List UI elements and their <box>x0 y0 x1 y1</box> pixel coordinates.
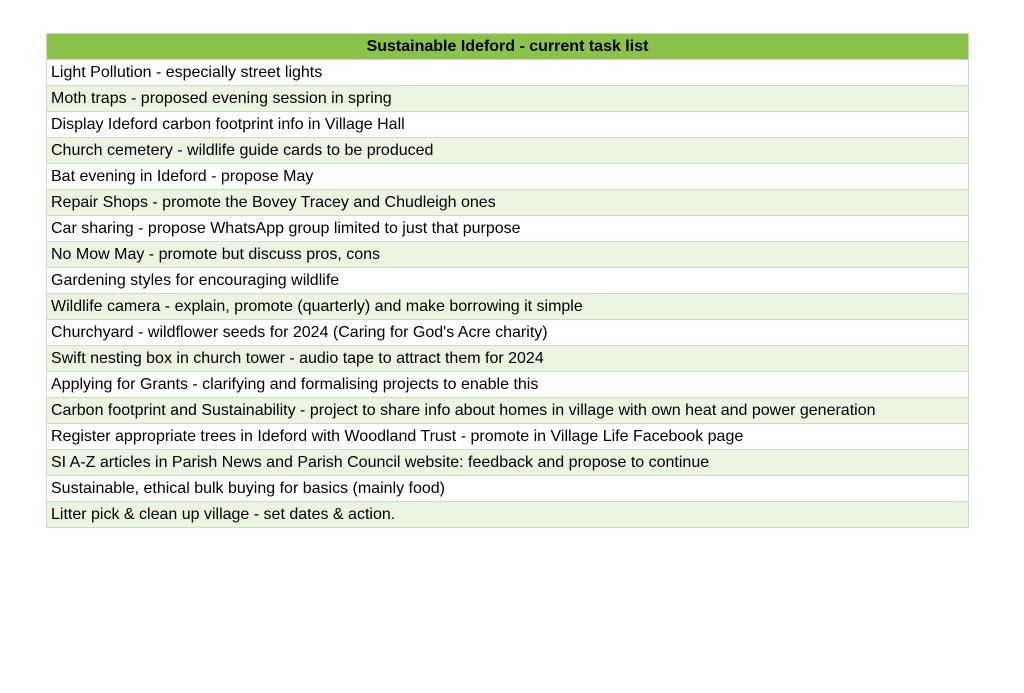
task-cell: Bat evening in Ideford - propose May <box>47 164 969 190</box>
task-cell: Register appropriate trees in Ideford with Woodland Trust - promote in Village Life Facebook page <box>47 424 969 450</box>
table-row <box>47 502 969 528</box>
table-row <box>47 372 969 398</box>
task-cell: Moth traps - proposed evening session in spring <box>47 86 969 112</box>
table-row <box>47 476 969 502</box>
task-list-table <box>46 33 969 528</box>
task-cell: Applying for Grants - clarifying and formalising projects to enable this <box>47 372 969 398</box>
table-row <box>47 216 969 242</box>
header-row <box>47 34 969 60</box>
table-row <box>47 164 969 190</box>
task-cell: Swift nesting box in church tower - audio tape to attract them for 2024 <box>47 346 969 372</box>
task-cell: Litter pick & clean up village - set dates & action. <box>47 502 969 528</box>
task-cell: Sustainable, ethical bulk buying for basics (mainly food) <box>47 476 969 502</box>
task-cell: No Mow May - promote but discuss pros, cons <box>47 242 969 268</box>
table-row <box>47 450 969 476</box>
task-cell: Church cemetery - wildlife guide cards to be produced <box>47 138 969 164</box>
task-cell: SI A-Z articles in Parish News and Parish Council website: feedback and propose to continue <box>47 450 969 476</box>
task-cell: Carbon footprint and Sustainability - project to share info about homes in village with own heat and power generation <box>47 398 969 424</box>
task-cell: Gardening styles for encouraging wildlife <box>47 268 969 294</box>
table-row <box>47 294 969 320</box>
table-row <box>47 398 969 424</box>
task-cell: Car sharing - propose WhatsApp group limited to just that purpose <box>47 216 969 242</box>
table-row <box>47 424 969 450</box>
table-row <box>47 112 969 138</box>
task-cell: Wildlife camera - explain, promote (quarterly) and make borrowing it simple <box>47 294 969 320</box>
table-row <box>47 190 969 216</box>
table-row <box>47 86 969 112</box>
task-cell: Light Pollution - especially street lights <box>47 60 969 86</box>
table-title: Sustainable Ideford - current task list <box>47 34 969 60</box>
task-cell: Repair Shops - promote the Bovey Tracey and Chudleigh ones <box>47 190 969 216</box>
task-cell: Display Ideford carbon footprint info in Village Hall <box>47 112 969 138</box>
task-cell: Churchyard - wildflower seeds for 2024 (Caring for God's Acre charity) <box>47 320 969 346</box>
table-row <box>47 320 969 346</box>
table-row <box>47 346 969 372</box>
table-row <box>47 60 969 86</box>
table-row <box>47 268 969 294</box>
table-row <box>47 242 969 268</box>
table-row <box>47 138 969 164</box>
